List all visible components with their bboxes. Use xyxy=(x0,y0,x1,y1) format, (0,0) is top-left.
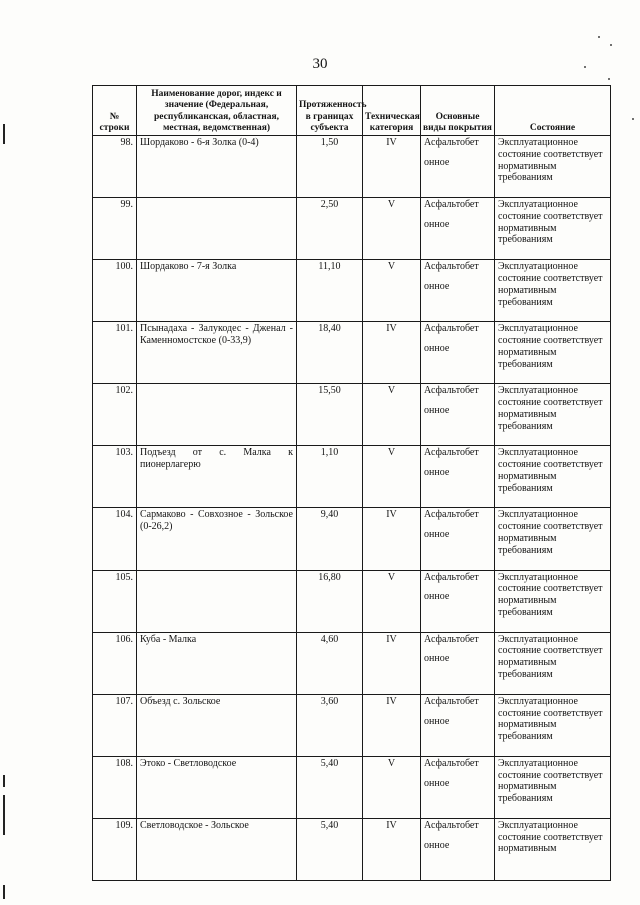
scan-mark xyxy=(3,885,5,899)
row-number: 109. xyxy=(93,818,137,880)
coverage-line-2: онное xyxy=(424,156,450,168)
coverage-line-2: онное xyxy=(424,591,450,603)
table-row xyxy=(93,756,611,818)
road-name: Этоко - Светловодское xyxy=(137,756,297,818)
road-length: 15,50 xyxy=(297,384,363,446)
coverage-line-1: Асфальтобет xyxy=(424,447,479,459)
page-number: 30 xyxy=(312,56,328,72)
road-name: Шордаково - 7-я Золка xyxy=(137,260,297,322)
road-length: 9,40 xyxy=(297,508,363,570)
table-row xyxy=(93,136,611,198)
road-category: V xyxy=(363,570,421,632)
road-length: 1,50 xyxy=(297,136,363,198)
coverage-line-2: онное xyxy=(424,777,450,789)
road-category: IV xyxy=(363,136,421,198)
row-number: 106. xyxy=(93,632,137,694)
table-row xyxy=(93,384,611,446)
state-text: Эксплуатационное состояние соответствует нормативным требованиям xyxy=(498,447,603,494)
scan-mark xyxy=(3,795,5,835)
road-name: Шордаково - 6-я Золка (0-4) xyxy=(137,136,297,198)
road-category: V xyxy=(363,260,421,322)
scan-speck xyxy=(632,118,634,120)
row-number: 100. xyxy=(93,260,137,322)
coverage-line-2: онное xyxy=(424,529,450,541)
road-length: 3,60 xyxy=(297,694,363,756)
coverage-line-1: Асфальтобет xyxy=(424,323,479,335)
road-state xyxy=(495,570,611,632)
road-state xyxy=(495,756,611,818)
road-length: 16,80 xyxy=(297,570,363,632)
header-road-name: Наименование дорог, индекс и значение (Федеральная, республиканская, областная, местная, ведомственная) xyxy=(137,86,297,136)
road-coverage xyxy=(421,756,495,818)
scan-speck xyxy=(584,66,586,68)
roads-table xyxy=(92,85,611,881)
road-length: 5,40 xyxy=(297,818,363,880)
road-length: 18,40 xyxy=(297,322,363,384)
state-text: Эксплуатационное состояние соответствует нормативным требованиям xyxy=(498,757,603,805)
coverage-line-2: онное xyxy=(424,343,450,355)
road-length: 4,60 xyxy=(297,632,363,694)
road-length: 2,50 xyxy=(297,198,363,260)
coverage-line-2: онное xyxy=(424,218,450,230)
state-text: Эксплуатационное состояние соответствует нормативным требованиям xyxy=(498,323,603,370)
row-number: 102. xyxy=(93,384,137,446)
road-coverage xyxy=(421,632,495,694)
table-body xyxy=(93,136,611,881)
road-coverage xyxy=(421,260,495,322)
table-row xyxy=(93,260,611,322)
road-name xyxy=(137,198,297,260)
scan-speck xyxy=(598,36,600,38)
coverage-line-2: онное xyxy=(424,467,450,479)
road-category: IV xyxy=(363,694,421,756)
coverage-line-2: онное xyxy=(424,280,450,292)
state-text: Эксплуатационное состояние соответствует нормативным требованиям xyxy=(498,695,603,743)
coverage-line-2: онное xyxy=(424,839,450,851)
state-text: Эксплуатационное состояние соответствует нормативным требованиям xyxy=(498,261,603,308)
row-number: 107. xyxy=(93,694,137,756)
scan-speck xyxy=(608,78,610,80)
coverage-line-1: Асфальтобет xyxy=(424,633,479,645)
table-row xyxy=(93,322,611,384)
scan-mark xyxy=(3,775,5,787)
header-state: Состояние xyxy=(495,86,611,136)
road-state xyxy=(495,446,611,508)
road-category: IV xyxy=(363,818,421,880)
road-length: 1,10 xyxy=(297,446,363,508)
road-coverage xyxy=(421,198,495,260)
road-name: Куба - Малка xyxy=(137,632,297,694)
row-number: 105. xyxy=(93,570,137,632)
state-text: Эксплуатационное состояние соответствует нормативным требованиям xyxy=(498,199,603,246)
road-name: Псынадаха - Залукодес - Дженал - Каменномостское (0-33,9) xyxy=(137,322,297,384)
road-name: Светловодское - Зольское xyxy=(137,818,297,880)
header-row-number: № строки xyxy=(93,86,137,136)
road-category: IV xyxy=(363,508,421,570)
road-category: V xyxy=(363,384,421,446)
road-state xyxy=(495,384,611,446)
coverage-line-1: Асфальтобет xyxy=(424,509,479,521)
coverage-line-2: онное xyxy=(424,715,450,727)
coverage-line-2: онное xyxy=(424,405,450,417)
state-text: Эксплуатационное состояние соответствует нормативным требованиям xyxy=(498,633,603,681)
road-length: 5,40 xyxy=(297,756,363,818)
coverage-line-1: Асфальтобет xyxy=(424,571,479,583)
table-row xyxy=(93,632,611,694)
row-number: 103. xyxy=(93,446,137,508)
road-category: V xyxy=(363,446,421,508)
road-state xyxy=(495,632,611,694)
road-coverage xyxy=(421,322,495,384)
road-state xyxy=(495,508,611,570)
road-name: Объезд с. Зольское xyxy=(137,694,297,756)
road-coverage xyxy=(421,384,495,446)
table-row xyxy=(93,570,611,632)
state-text: Эксплуатационное состояние соответствует нормативным требованиям xyxy=(498,571,603,618)
road-coverage xyxy=(421,136,495,198)
road-name xyxy=(137,384,297,446)
road-coverage xyxy=(421,570,495,632)
road-category: IV xyxy=(363,322,421,384)
road-name: Подъезд от с. Малка к пионерлагерю xyxy=(137,446,297,508)
header-category: Техническая категория xyxy=(363,86,421,136)
coverage-line-1: Асфальтобет xyxy=(424,137,479,148)
road-category: V xyxy=(363,756,421,818)
table-row xyxy=(93,508,611,570)
road-state xyxy=(495,198,611,260)
road-state xyxy=(495,694,611,756)
row-number: 104. xyxy=(93,508,137,570)
table-row xyxy=(93,446,611,508)
row-number: 99. xyxy=(93,198,137,260)
road-length: 11,10 xyxy=(297,260,363,322)
scan-speck xyxy=(610,44,612,46)
road-category: V xyxy=(363,198,421,260)
state-text: Эксплуатационное состояние соответствует нормативным требованиям xyxy=(498,509,603,556)
header-length: Протяженность в границах субъекта xyxy=(297,86,363,136)
table-row xyxy=(93,198,611,260)
header-coverage: Основные виды покрытия xyxy=(421,86,495,136)
road-coverage xyxy=(421,818,495,880)
state-text: Эксплуатационное состояние соответствует нормативным требованиям xyxy=(498,137,603,184)
coverage-line-1: Асфальтобет xyxy=(424,199,479,211)
scan-mark xyxy=(3,124,5,144)
coverage-line-1: Асфальтобет xyxy=(424,261,479,273)
road-state xyxy=(495,818,611,880)
table-row xyxy=(93,694,611,756)
row-number: 98. xyxy=(93,136,137,198)
table-header-row xyxy=(93,86,611,136)
road-category: IV xyxy=(363,632,421,694)
road-state xyxy=(495,136,611,198)
road-name: Сармаково - Совхозное - Зольское (0-26,2) xyxy=(137,508,297,570)
road-coverage xyxy=(421,694,495,756)
coverage-line-1: Асфальтобет xyxy=(424,695,479,707)
coverage-line-1: Асфальтобет xyxy=(424,819,479,831)
road-state xyxy=(495,322,611,384)
coverage-line-1: Асфальтобет xyxy=(424,757,479,769)
road-state xyxy=(495,260,611,322)
state-text: Эксплуатационное состояние соответствует нормативным xyxy=(498,819,603,855)
road-name xyxy=(137,570,297,632)
coverage-line-2: онное xyxy=(424,653,450,665)
table-row xyxy=(93,818,611,880)
row-number: 101. xyxy=(93,322,137,384)
state-text: Эксплуатационное состояние соответствует нормативным требованиям xyxy=(498,385,603,432)
road-coverage xyxy=(421,508,495,570)
row-number: 108. xyxy=(93,756,137,818)
road-coverage xyxy=(421,446,495,508)
coverage-line-1: Асфальтобет xyxy=(424,385,479,397)
